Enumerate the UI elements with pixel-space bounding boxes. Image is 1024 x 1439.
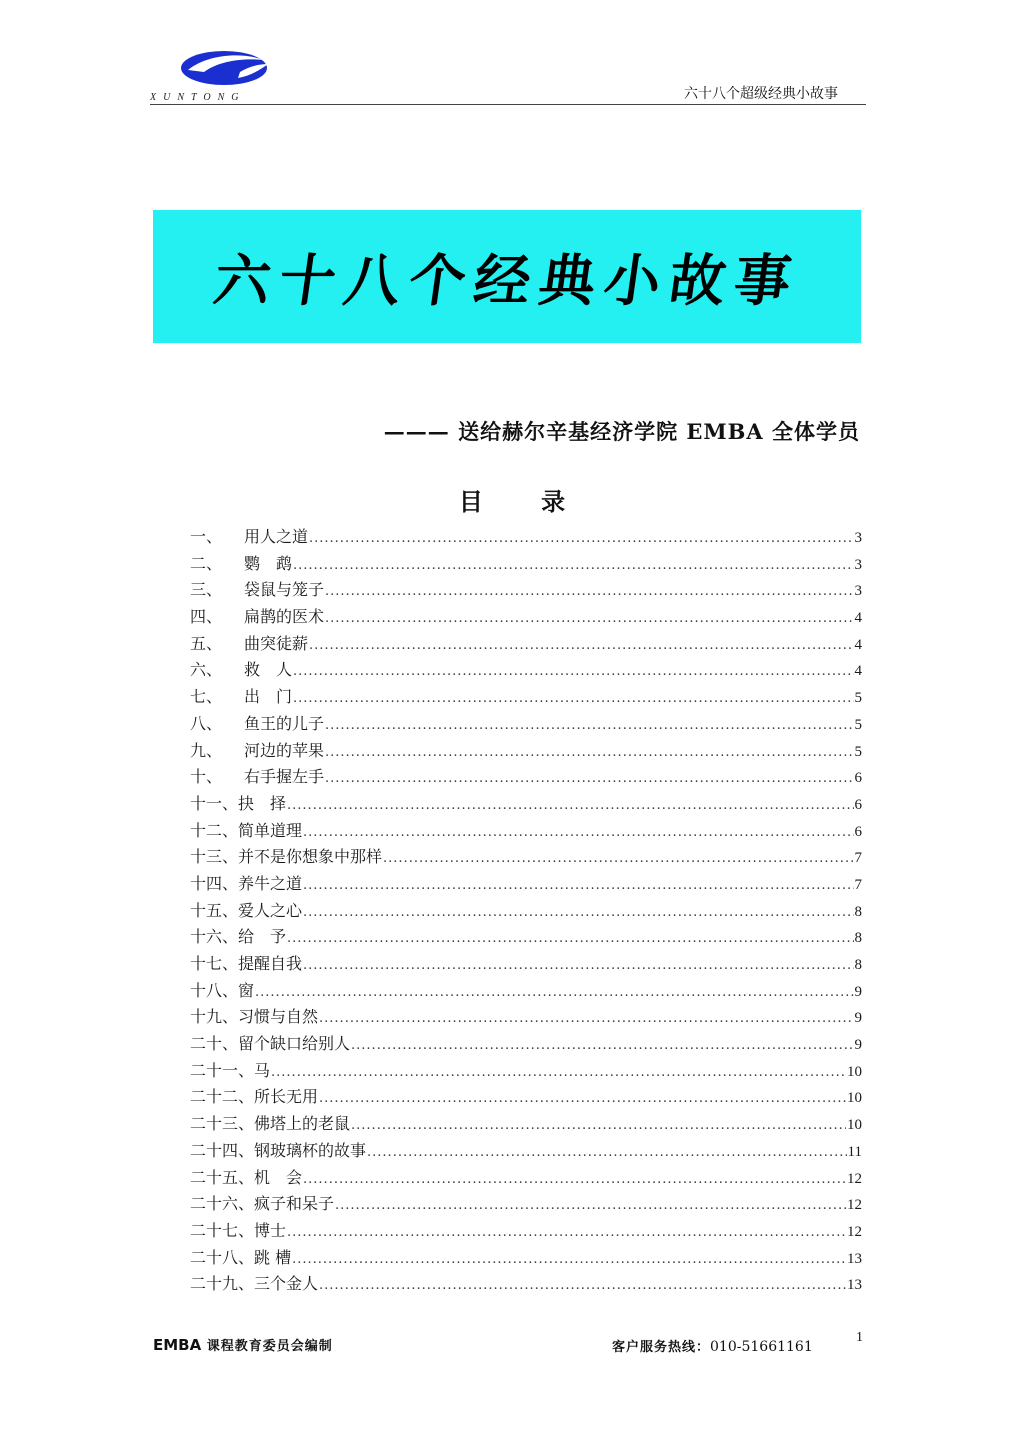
toc-entry-number: 九、 xyxy=(190,740,223,760)
toc-entry-title: 博士 xyxy=(254,1220,287,1240)
toc-entry-number: 十九、 xyxy=(190,1007,239,1027)
toc-entry-page: 8 xyxy=(854,930,862,947)
toc-entry[interactable] xyxy=(190,711,862,738)
toc-entry-page: 4 xyxy=(854,610,862,627)
toc-dot-leader xyxy=(325,771,853,786)
toc-entry-page: 11 xyxy=(847,1143,862,1160)
toc-entry-title: 马 xyxy=(254,1060,271,1080)
toc-entry[interactable] xyxy=(190,791,862,818)
toc-entry-page: 4 xyxy=(854,663,862,680)
toc-entry-number: 二十七、 xyxy=(190,1220,255,1240)
toc-entry-number: 二十六、 xyxy=(190,1194,255,1214)
toc-entry-title: 抉 择 xyxy=(238,793,287,813)
toc-dot-leader xyxy=(309,531,853,546)
toc-entry-title: 所长无用 xyxy=(254,1087,319,1107)
toc-heading: 目 录 xyxy=(458,487,566,516)
toc-entry-page: 10 xyxy=(847,1117,862,1134)
toc-dot-leader xyxy=(293,558,853,573)
toc-entry-title: 钢玻璃杯的故事 xyxy=(254,1140,367,1160)
toc-entry[interactable] xyxy=(190,604,862,631)
toc-entry-page: 5 xyxy=(854,716,862,733)
toc-entry-title: 机 会 xyxy=(254,1167,303,1187)
toc-dot-leader xyxy=(383,851,853,866)
toc-dot-leader xyxy=(303,825,853,840)
toc-entry-number: 二十三、 xyxy=(190,1114,255,1134)
toc-entry-number: 十四、 xyxy=(190,873,239,893)
toc-entry-page: 9 xyxy=(854,983,862,1000)
toc-entry-title: 给 予 xyxy=(238,927,287,947)
toc-dot-leader xyxy=(325,745,853,760)
toc-entry-number: 十八、 xyxy=(190,980,239,1000)
toc-entry[interactable] xyxy=(190,1031,862,1058)
toc-entry-title: 跳 槽 xyxy=(254,1247,292,1267)
footer-hotline xyxy=(612,1336,813,1355)
toc-entry-page: 12 xyxy=(847,1223,862,1240)
toc-entry-page: 5 xyxy=(854,690,862,707)
dedication-subtitle: ——— 送给赫尔辛基经济学院 EMBA 全体学员 xyxy=(383,419,860,444)
toc-entry-page: 3 xyxy=(854,556,862,573)
toc-entry-title: 袋鼠与笼子 xyxy=(244,580,325,600)
toc-entry-number: 二十五、 xyxy=(190,1167,255,1187)
toc-entry[interactable] xyxy=(190,1165,862,1192)
toc-dot-leader xyxy=(309,638,853,653)
toc-entry-number: 二十四、 xyxy=(190,1140,255,1160)
toc-entry-page: 10 xyxy=(847,1090,862,1107)
toc-entry[interactable] xyxy=(190,1218,862,1245)
toc-entry-title: 河边的苹果 xyxy=(244,740,325,760)
toc-entry-page: 9 xyxy=(854,1010,862,1027)
header-title: 六十八个超级经典小故事 xyxy=(684,86,838,102)
toc-dot-leader xyxy=(319,1091,846,1106)
toc-entry-number: 二、 xyxy=(190,553,223,573)
toc-entry[interactable] xyxy=(190,1191,862,1218)
toc-entry[interactable] xyxy=(190,1271,862,1298)
toc-dot-leader xyxy=(319,1011,853,1026)
toc-entry-page: 6 xyxy=(854,770,862,787)
toc-entry[interactable] xyxy=(190,738,862,765)
toc-entry-number: 六、 xyxy=(190,660,223,680)
toc-entry-title: 爱人之心 xyxy=(238,900,303,920)
toc-entry-title: 简单道理 xyxy=(238,820,303,840)
toc-entry-page: 10 xyxy=(847,1063,862,1080)
toc-entry-number: 十六、 xyxy=(190,927,239,947)
toc-entry-number: 一、 xyxy=(190,527,223,546)
swoosh-logo-icon xyxy=(180,50,270,86)
toc-entry-number: 十二、 xyxy=(190,820,239,840)
toc-entry-title: 习惯与自然 xyxy=(238,1007,319,1027)
toc-entry[interactable] xyxy=(190,844,862,871)
xuntong-logo xyxy=(150,50,290,108)
toc-dot-leader xyxy=(303,958,853,973)
toc-entry[interactable] xyxy=(190,924,862,951)
toc-dot-leader xyxy=(303,905,853,920)
toc-entry[interactable] xyxy=(190,524,862,551)
toc-entry-number: 四、 xyxy=(190,607,223,627)
toc-entry-page: 6 xyxy=(854,796,862,813)
footer-committee xyxy=(153,1335,333,1354)
toc-entry-number: 十三、 xyxy=(190,847,239,867)
toc-entry[interactable] xyxy=(190,1245,862,1272)
toc-dot-leader xyxy=(293,664,853,679)
toc-dot-leader xyxy=(303,1172,846,1187)
toc-entry-page: 8 xyxy=(854,957,862,973)
toc-dot-leader xyxy=(287,798,853,813)
toc-entry-number: 十七、 xyxy=(190,954,239,973)
toc-entry-page: 8 xyxy=(854,903,862,920)
toc-dot-leader xyxy=(292,1252,846,1267)
toc-entry-number: 十一、 xyxy=(190,793,239,813)
toc-entry-page: 3 xyxy=(854,583,862,600)
toc-dot-leader xyxy=(325,584,853,599)
toc-entry-page: 5 xyxy=(854,743,862,760)
toc-entry-title: 出 门 xyxy=(244,687,293,707)
banner-title: 六十八个经典小故事 xyxy=(209,247,804,314)
toc-entry-page: 12 xyxy=(847,1170,862,1187)
toc-dot-leader xyxy=(351,1118,846,1133)
toc-entry-title: 救 人 xyxy=(244,660,293,680)
toc-dot-leader xyxy=(325,611,853,626)
toc-entry-page: 7 xyxy=(854,876,862,893)
toc-entry[interactable] xyxy=(190,631,862,658)
footer-committee-text: 课程教育委员会编制 xyxy=(206,1339,333,1354)
toc-entry-page: 3 xyxy=(854,530,862,546)
toc-entry[interactable] xyxy=(190,577,862,604)
toc-entry[interactable] xyxy=(190,898,862,925)
table-of-contents xyxy=(190,524,862,1298)
toc-entry-title: 养牛之道 xyxy=(238,873,303,893)
toc-entry-page: 9 xyxy=(854,1037,862,1054)
toc-entry-page: 13 xyxy=(847,1277,862,1294)
toc-entry-title: 疯子和呆子 xyxy=(254,1194,335,1214)
toc-entry-number: 二十九、 xyxy=(190,1274,255,1294)
toc-entry-title: 右手握左手 xyxy=(244,767,325,787)
toc-entry-page: 12 xyxy=(847,1197,862,1214)
toc-entry-title: 扁鹊的医术 xyxy=(244,607,325,627)
toc-entry[interactable] xyxy=(190,657,862,684)
toc-entry[interactable] xyxy=(190,1058,862,1085)
hotline-label: 客户服务热线： xyxy=(612,1340,711,1355)
toc-entry-title: 鱼王的儿子 xyxy=(244,713,325,733)
toc-dot-leader xyxy=(271,1065,846,1080)
toc-entry[interactable] xyxy=(190,951,862,978)
toc-entry-page: 7 xyxy=(854,850,862,867)
toc-entry[interactable] xyxy=(190,764,862,791)
toc-dot-leader xyxy=(293,691,853,706)
toc-entry-page: 4 xyxy=(854,636,862,653)
toc-entry[interactable] xyxy=(190,1138,862,1165)
toc-entry-title: 佛塔上的老鼠 xyxy=(254,1114,351,1134)
toc-entry[interactable] xyxy=(190,871,862,898)
toc-entry[interactable] xyxy=(190,684,862,711)
toc-dot-leader xyxy=(319,1278,846,1293)
toc-dot-leader xyxy=(287,1225,846,1240)
header-divider xyxy=(150,104,866,105)
toc-entry-number: 二十八、 xyxy=(190,1247,255,1267)
toc-entry-number: 二十二、 xyxy=(190,1087,255,1107)
toc-entry-title: 用人之道 xyxy=(244,527,309,546)
toc-entry-title: 留个缺口给别人 xyxy=(238,1034,351,1054)
toc-entry-title: 并不是你想象中那样 xyxy=(238,847,383,867)
toc-entry-number: 二十、 xyxy=(190,1034,239,1054)
toc-entry-title: 三个金人 xyxy=(254,1274,319,1294)
hotline-number: 010-51661161 xyxy=(710,1339,813,1355)
page-number: 1 xyxy=(856,1330,863,1345)
toc-entry[interactable] xyxy=(190,551,862,578)
logo-text: XUNTONG xyxy=(150,92,246,103)
toc-entry-page: 6 xyxy=(854,823,862,840)
toc-dot-leader xyxy=(303,878,853,893)
toc-entry-title: 曲突徒薪 xyxy=(244,633,309,653)
toc-dot-leader xyxy=(351,1038,853,1053)
toc-entry[interactable] xyxy=(190,1004,862,1031)
footer-brand: EMBA xyxy=(153,1336,202,1354)
toc-entry-page: 13 xyxy=(847,1250,862,1267)
toc-dot-leader xyxy=(255,985,853,1000)
toc-entry[interactable] xyxy=(190,818,862,845)
toc-entry[interactable] xyxy=(190,1084,862,1111)
toc-entry[interactable] xyxy=(190,1111,862,1138)
toc-entry-number: 十、 xyxy=(190,767,223,787)
toc-entry-number: 八、 xyxy=(190,713,223,733)
toc-dot-leader xyxy=(367,1145,847,1160)
toc-entry-number: 七、 xyxy=(190,687,223,707)
toc-entry-number: 三、 xyxy=(190,580,223,600)
toc-entry-number: 十五、 xyxy=(190,900,239,920)
toc-dot-leader xyxy=(287,931,853,946)
toc-entry-number: 五、 xyxy=(190,633,223,653)
toc-dot-leader xyxy=(335,1198,846,1213)
toc-entry-number: 二十一、 xyxy=(190,1060,255,1080)
toc-entry[interactable] xyxy=(190,978,862,1005)
title-banner xyxy=(153,210,861,343)
toc-entry-title: 提醒自我 xyxy=(238,954,303,973)
toc-dot-leader xyxy=(325,718,853,733)
toc-entry-title: 窗 xyxy=(238,980,255,1000)
toc-entry-title: 鹦 鹉 xyxy=(244,553,293,573)
